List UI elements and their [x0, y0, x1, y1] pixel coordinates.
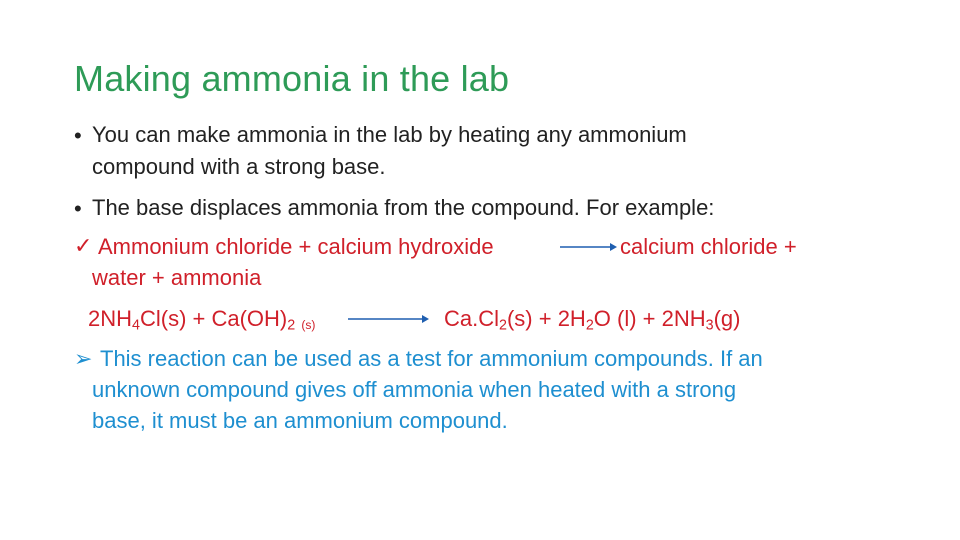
word-equation-reactants: Ammonium chloride + calcium hydroxide — [98, 234, 494, 259]
word-equation-products-cont: water + ammonia — [92, 265, 262, 290]
arrow-bullet-icon: ➢ — [74, 346, 93, 371]
bullet-1-line-2: compound with a strong base. — [92, 154, 386, 179]
word-equation-arrow — [558, 240, 618, 254]
test-note-line-1: This reaction can be used as a test for ammonium compounds. If an — [100, 346, 763, 371]
symbol-equation-reactants: $2NH_4Cl(s) + Ca(OH)_2$ $_{(s)}$ — [88, 306, 316, 334]
bullet-marker: • — [74, 196, 82, 221]
bullet-marker: • — [74, 123, 82, 148]
check-icon: ✓ — [74, 233, 93, 258]
test-note-line-3: base, it must be an ammonium compound. — [92, 408, 508, 433]
bullet-2-line-1: The base displaces ammonia from the compound. For example: — [92, 195, 715, 220]
symbol-equation-arrow — [346, 312, 430, 326]
word-equation-products: calcium chloride + — [620, 234, 797, 259]
test-note-line-2: unknown compound gives off ammonia when heated with a strong — [92, 377, 737, 402]
symbol-equation-products: $Ca.Cl_2(s) + 2H_2O$ $(l) + 2NH_3(g)$ — [444, 306, 741, 334]
slide-title: Making ammonia in the lab — [74, 58, 510, 99]
bullet-1-line-1: You can make ammonia in the lab by heating any ammonium — [92, 122, 687, 147]
